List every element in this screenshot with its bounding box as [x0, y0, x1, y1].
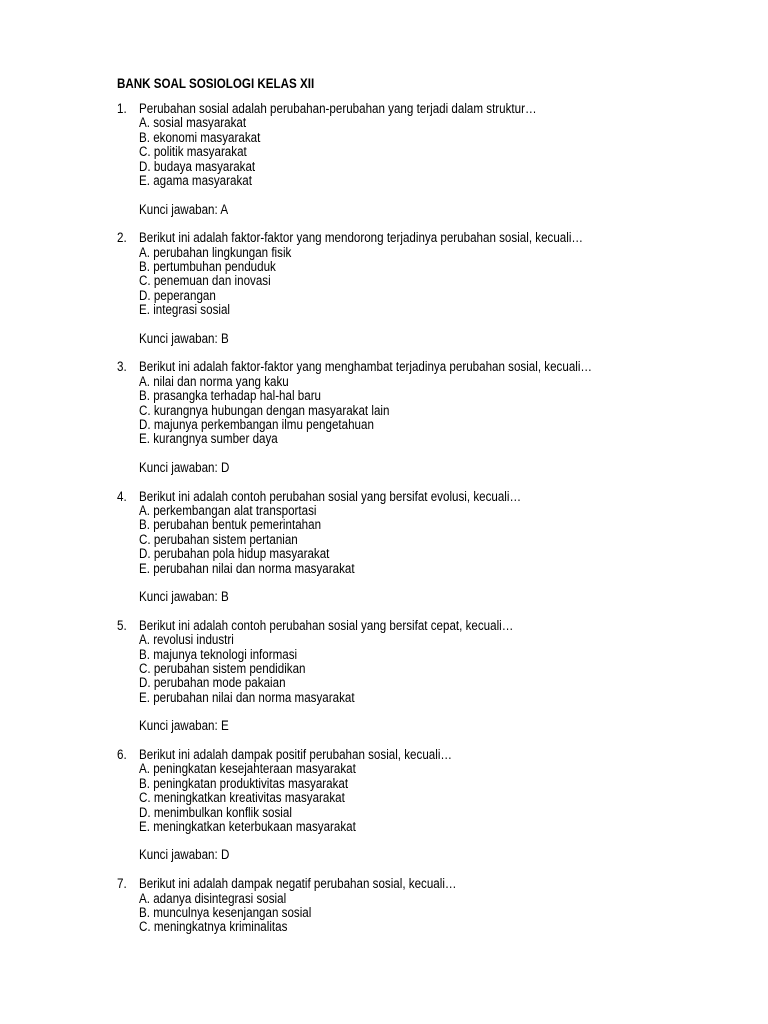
question-number: 7.	[117, 876, 127, 892]
question-4	[0, 490, 768, 619]
option-d: D. peperangan	[139, 287, 216, 303]
question-3	[0, 360, 768, 489]
question-text: Berikut ini adalah faktor-faktor yang mendorong terjadinya perubahan sosial, kecuali…	[139, 230, 584, 246]
answer-key: Kunci jawaban: B	[139, 589, 229, 605]
option-a: A. sosial masyarakat	[139, 115, 247, 131]
question-6	[0, 748, 768, 877]
option-c: C. perubahan sistem pendidikan	[139, 660, 306, 676]
option-e: E. perubahan nilai dan norma masyarakat	[139, 689, 355, 705]
question-number: 4.	[117, 488, 127, 504]
answer-key: Kunci jawaban: D	[139, 459, 230, 475]
question-text: Berikut ini adalah dampak negatif perubahan sosial, kecuali…	[139, 876, 457, 892]
option-d: D. menimbulkan konflik sosial	[139, 804, 292, 820]
option-b: B. perubahan bentuk pemerintahan	[139, 517, 322, 533]
option-d: D. majunya perkembangan ilmu pengetahuan	[139, 416, 374, 432]
question-text: Berikut ini adalah dampak positif perubahan sosial, kecuali…	[139, 746, 453, 762]
option-d: D. budaya masyarakat	[139, 158, 256, 174]
option-a: A. nilai dan norma yang kaku	[139, 373, 289, 389]
question-text: Perubahan sosial adalah perubahan-perubahan yang terjadi dalam struktur…	[139, 101, 537, 116]
option-e: E. perubahan nilai dan norma masyarakat	[139, 560, 355, 576]
document-title: BANK SOAL SOSIOLOGI KELAS XII	[117, 76, 315, 91]
question-number: 6.	[117, 746, 127, 762]
option-d: D. perubahan mode pakaian	[139, 675, 286, 691]
option-b: B. pertumbuhan penduduk	[139, 258, 276, 274]
option-b: B. peningkatan produktivitas masyarakat	[139, 775, 349, 791]
option-a: A. perubahan lingkungan fisik	[139, 244, 292, 260]
question-number: 2.	[117, 230, 127, 246]
option-b: B. munculnya kesenjangan sosial	[139, 904, 312, 920]
answer-key: Kunci jawaban: B	[139, 330, 229, 346]
question-2	[0, 231, 768, 360]
option-c: C. meningkatkan kreativitas masyarakat	[139, 790, 345, 806]
option-b: B. prasangka terhadap hal-hal baru	[139, 388, 322, 404]
option-c: C. perubahan sistem pertanian	[139, 531, 298, 547]
option-e: E. integrasi sosial	[139, 302, 230, 318]
question-text: Berikut ini adalah faktor-faktor yang menghambat terjadinya perubahan sosial, kecuali…	[139, 359, 593, 375]
question-1	[0, 102, 768, 231]
option-c: C. politik masyarakat	[139, 144, 247, 160]
option-c: C. kurangnya hubungan dengan masyarakat lain	[139, 402, 390, 418]
question-number: 3.	[117, 359, 127, 375]
option-e: E. agama masyarakat	[139, 173, 252, 188]
option-c: C. penemuan dan inovasi	[139, 273, 271, 289]
question-text: Berikut ini adalah contoh perubahan sosial yang bersifat cepat, kecuali…	[139, 617, 514, 633]
option-a: A. peningkatan kesejahteraan masyarakat	[139, 761, 356, 777]
option-a: A. perkembangan alat transportasi	[139, 502, 317, 518]
question-7	[0, 877, 768, 1006]
option-b: B. ekonomi masyarakat	[139, 129, 261, 145]
option-e: E. kurangnya sumber daya	[139, 431, 278, 447]
answer-key: Kunci jawaban: D	[139, 847, 230, 863]
option-c: C. meningkatnya kriminalitas	[139, 919, 288, 935]
question-number: 1.	[117, 101, 127, 116]
answer-key: Kunci jawaban: E	[139, 718, 229, 734]
option-d: D. perubahan pola hidup masyarakat	[139, 546, 330, 562]
question-number: 5.	[117, 617, 127, 633]
option-a: A. adanya disintegrasi sosial	[139, 890, 287, 906]
answer-key: Kunci jawaban: A	[139, 201, 229, 217]
question-5	[0, 619, 768, 748]
question-text: Berikut ini adalah contoh perubahan sosial yang bersifat evolusi, kecuali…	[139, 488, 522, 504]
option-a: A. revolusi industri	[139, 632, 234, 648]
question-list	[0, 102, 768, 1006]
option-b: B. majunya teknologi informasi	[139, 646, 298, 662]
option-e: E. meningkatkan keterbukaan masyarakat	[139, 818, 356, 834]
